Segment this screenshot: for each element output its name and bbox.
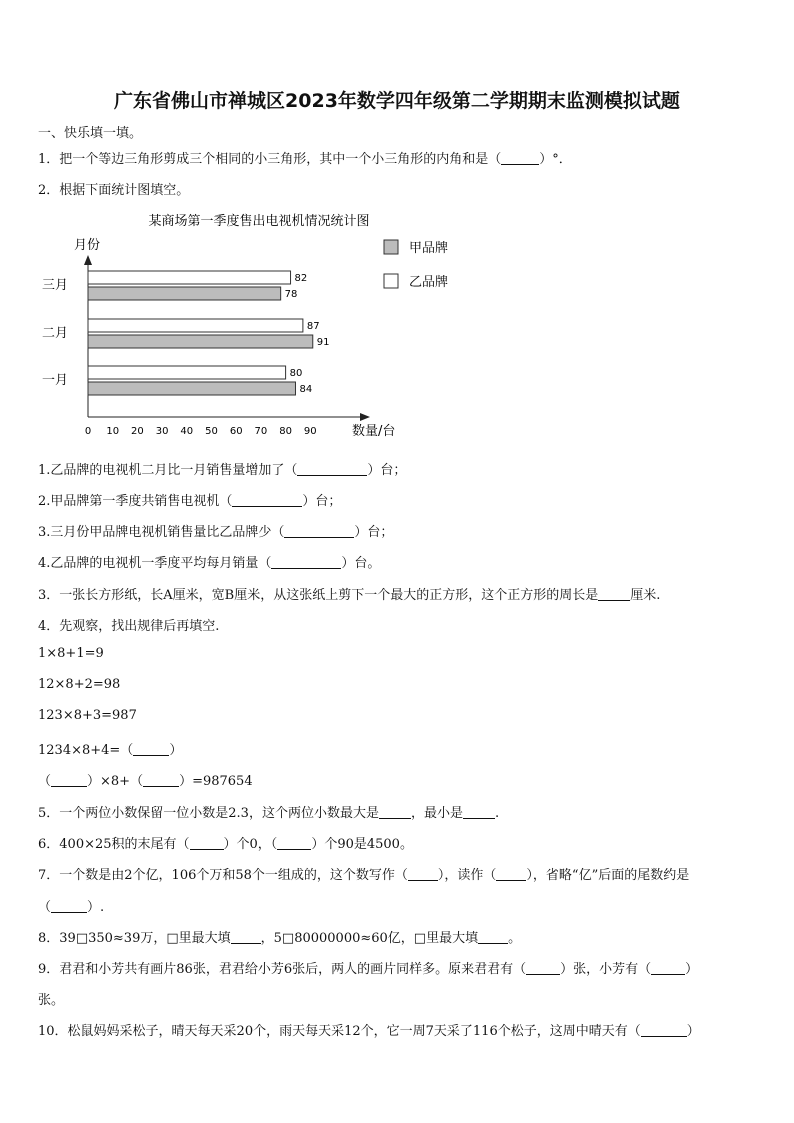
question-7-continued xyxy=(38,896,104,915)
answer-blank[interactable] xyxy=(143,773,179,787)
question-text: ），省略“亿”后面的尾数约是 xyxy=(526,868,690,883)
question-text: . xyxy=(494,806,500,821)
answer-blank[interactable] xyxy=(51,773,87,787)
sub-question-text: ）台； xyxy=(354,525,394,540)
answer-blank[interactable] xyxy=(496,867,526,881)
y-axis-label: 月份 xyxy=(74,238,101,253)
chart-title: 某商场第一季度售出电视机情况统计图 xyxy=(148,214,370,229)
sub-question-text: 4.乙品牌的电视机一季度平均每月销量（ xyxy=(38,556,272,571)
sub-question xyxy=(38,490,341,509)
x-tick-label: 30 xyxy=(155,426,169,437)
x-axis-label: 数量/台 xyxy=(352,424,396,439)
question-9-continued: 张。 xyxy=(38,993,65,1008)
data-label: 82 xyxy=(294,273,308,284)
question-4: 4．先观察，找出规律后再填空. xyxy=(38,619,220,634)
answer-blank[interactable] xyxy=(133,742,169,756)
question-9 xyxy=(38,958,698,977)
pattern-line: 123×8+3=987 xyxy=(38,708,137,723)
sub-question-text: ）台。 xyxy=(341,556,381,571)
pattern-text: ） xyxy=(169,743,183,758)
answer-blank[interactable] xyxy=(379,805,411,819)
question-text: ）. xyxy=(87,900,105,915)
legend-label: 乙品牌 xyxy=(409,275,449,290)
answer-blank[interactable] xyxy=(501,151,539,165)
answer-blank[interactable] xyxy=(526,961,560,975)
question-text: ）张，小芳有（ xyxy=(560,962,652,977)
x-tick-label: 40 xyxy=(180,426,194,437)
question-3 xyxy=(38,584,660,603)
sub-question-text: ）台； xyxy=(302,494,342,509)
answer-blank[interactable] xyxy=(231,930,261,944)
question-text: ，最小是 xyxy=(410,806,463,821)
pattern-text: 1234×8+4=（ xyxy=(38,743,134,758)
question-text: ）°． xyxy=(539,152,572,167)
question-6 xyxy=(38,833,413,852)
bar xyxy=(88,366,286,379)
pattern-line xyxy=(38,739,182,758)
answer-blank[interactable] xyxy=(51,899,87,913)
question-text: ） xyxy=(686,1024,700,1039)
answer-blank[interactable] xyxy=(463,805,495,819)
answer-blank[interactable] xyxy=(271,555,341,569)
bar xyxy=(88,319,303,332)
answer-blank[interactable] xyxy=(478,930,508,944)
question-text: ）个0，（ xyxy=(223,837,278,852)
answer-blank[interactable] xyxy=(651,961,685,975)
question-text: 8．39□350≈39万，□里最大填 xyxy=(38,931,231,946)
x-tick-label: 90 xyxy=(303,426,317,437)
sub-question-text: 1.乙品牌的电视机二月比一月销售量增加了（ xyxy=(38,463,298,478)
category-label: 一月 xyxy=(42,373,69,388)
x-tick-label: 10 xyxy=(106,426,120,437)
question-text: 厘米. xyxy=(630,588,661,603)
bar-chart xyxy=(34,205,474,445)
sub-question-text: ）台； xyxy=(367,463,407,478)
pattern-text: ）=987654 xyxy=(179,774,253,789)
x-tick-label: 80 xyxy=(279,426,292,437)
pattern-text: ）×8+（ xyxy=(87,774,144,789)
question-5 xyxy=(38,802,499,821)
sub-question xyxy=(38,552,380,571)
x-tick-label: 20 xyxy=(131,426,144,437)
question-text: 6．400×25积的末尾有（ xyxy=(38,837,190,852)
x-tick-label: 50 xyxy=(205,426,218,437)
question-text: ） xyxy=(685,962,699,977)
question-text: ），读作（ xyxy=(437,868,497,883)
legend-label: 甲品牌 xyxy=(409,241,449,256)
sub-question xyxy=(38,459,406,478)
question-text: 1．把一个等边三角形剪成三个相同的小三角形，其中一个小三角形的内角和是（ xyxy=(38,152,502,167)
category-label: 三月 xyxy=(42,278,69,293)
answer-blank[interactable] xyxy=(284,524,354,538)
pattern-line: 1×8+1=9 xyxy=(38,646,104,661)
question-text: 5．一个两位小数保留一位小数是2.3，这个两位小数最大是 xyxy=(38,806,379,821)
answer-blank[interactable] xyxy=(408,867,438,881)
question-1 xyxy=(38,148,572,167)
bar xyxy=(88,271,291,284)
question-text: 7．一个数是由2个亿，106个万和58个一组成的，这个数写作（ xyxy=(38,868,408,883)
question-text: ，5□80000000≈60亿，□里最大填 xyxy=(260,931,479,946)
question-2: 2．根据下面统计图填空。 xyxy=(38,183,190,198)
bar xyxy=(88,287,281,300)
data-label: 80 xyxy=(289,368,303,379)
question-text: （ xyxy=(38,900,52,915)
pattern-text: （ xyxy=(38,774,52,789)
legend-swatch xyxy=(384,240,398,254)
question-text: 9．君君和小芳共有画片86张，君君给小芳6张后，两人的画片同样多。原来君君有（ xyxy=(38,962,527,977)
data-label: 87 xyxy=(306,321,320,332)
question-text: 。 xyxy=(508,931,522,946)
pattern-line: 12×8+2=98 xyxy=(38,677,121,692)
y-axis-arrow xyxy=(84,255,92,265)
answer-blank[interactable] xyxy=(190,836,224,850)
sub-question-text: 2.甲品牌第一季度共销售电视机（ xyxy=(38,494,233,509)
answer-blank[interactable] xyxy=(297,462,367,476)
bar xyxy=(88,382,295,395)
sub-question-text: 3.三月份甲品牌电视机销售量比乙品牌少（ xyxy=(38,525,285,540)
pattern-line xyxy=(38,770,253,789)
bar xyxy=(88,335,313,348)
page-title: 广东省佛山市禅城区2023年数学四年级第二学期期末监测模拟试题 xyxy=(114,90,680,112)
question-text: 3．一张长方形纸，长A厘米，宽B厘米，从这张纸上剪下一个最大的正方形，这个正方形的周长是 xyxy=(38,588,599,603)
section-heading: 一、快乐填一填。 xyxy=(38,126,143,141)
answer-blank[interactable] xyxy=(598,587,630,601)
data-label: 84 xyxy=(299,384,313,395)
data-label: 91 xyxy=(316,337,330,348)
data-label: 78 xyxy=(284,289,298,300)
question-text: ）个90是4500。 xyxy=(311,837,413,852)
x-axis-arrow xyxy=(360,413,370,421)
question-7 xyxy=(38,864,689,883)
x-tick-label: 70 xyxy=(254,426,268,437)
answer-blank[interactable] xyxy=(641,1023,687,1037)
question-10 xyxy=(38,1020,700,1039)
sub-question xyxy=(38,521,393,540)
question-text: 10．松鼠妈妈采松子，晴天每天采20个，雨天每天采12个，它一周7天采了116个松子，这周中晴天有（ xyxy=(38,1024,641,1039)
answer-blank[interactable] xyxy=(232,493,302,507)
x-tick-label: 0 xyxy=(84,426,92,437)
category-label: 二月 xyxy=(42,326,69,341)
answer-blank[interactable] xyxy=(277,836,311,850)
legend-swatch xyxy=(384,274,398,288)
question-8 xyxy=(38,927,521,946)
x-tick-label: 60 xyxy=(229,426,243,437)
